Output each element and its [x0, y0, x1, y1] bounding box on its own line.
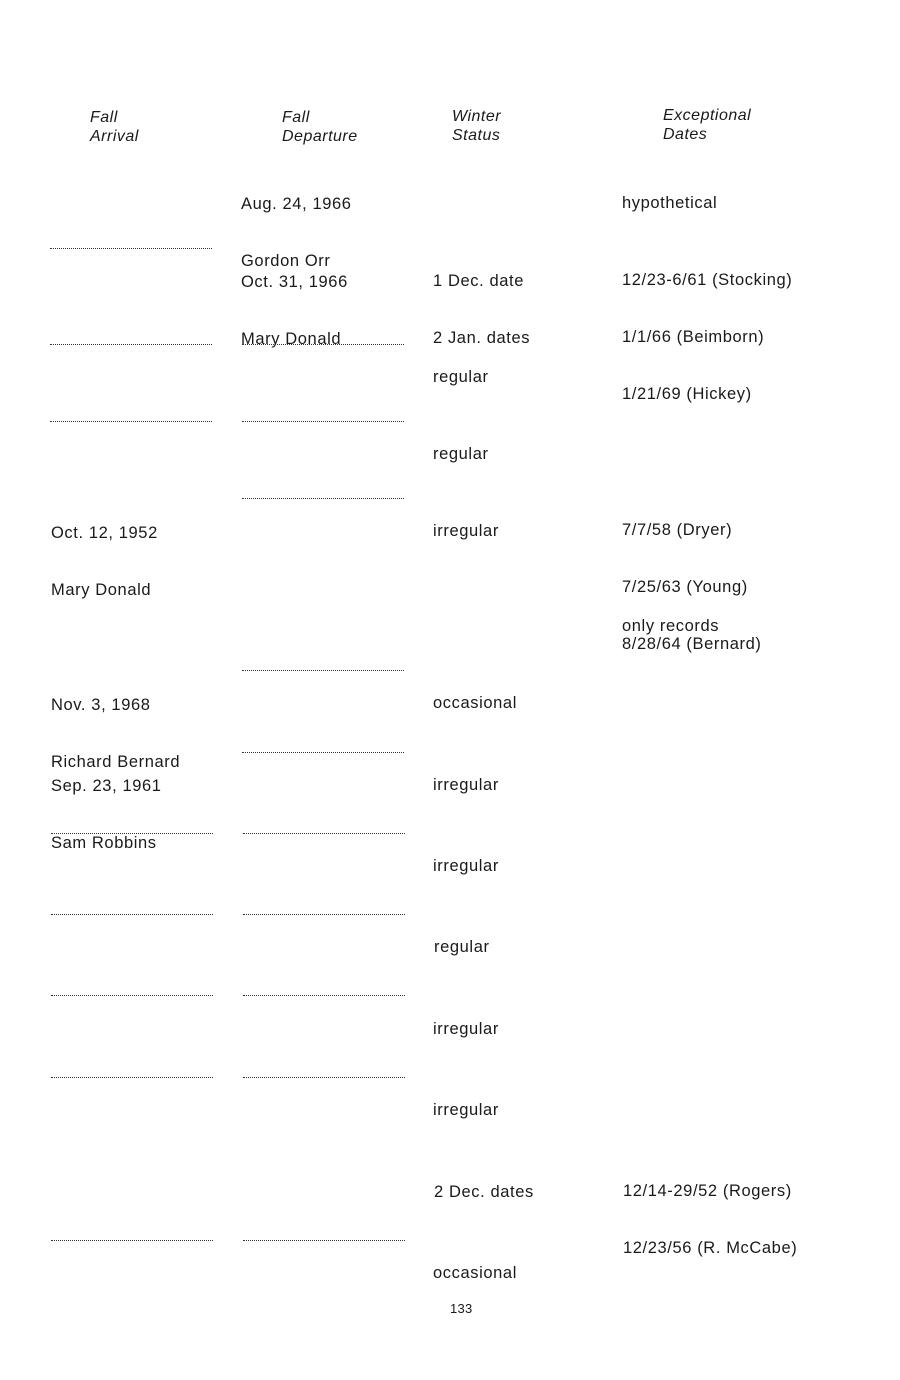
row-1-arrival-dots: [50, 248, 212, 249]
row-7-winter: [433, 738, 499, 814]
row-7-arrival: [51, 739, 162, 872]
exceptional-line: only records: [622, 617, 720, 635]
winter-line: irregular: [433, 1020, 499, 1038]
row-9-departure-dots: [243, 914, 405, 915]
row-6-departure-dots: [242, 670, 404, 671]
row-1-departure: [241, 235, 348, 368]
winter-line: occasional: [433, 694, 517, 712]
row-4-winter: [433, 484, 499, 560]
winter-line: occasional: [433, 1264, 517, 1282]
header-fall-arrival: [90, 108, 139, 146]
header-fall-arrival-line1: Fall: [90, 109, 118, 126]
exceptional-line: 1/1/66 (Beimborn): [622, 328, 765, 346]
row-2-departure-dots: [242, 344, 404, 345]
row-3-departure-dots: [242, 421, 404, 422]
exceptional-line: 7/25/63 (Young): [622, 578, 748, 596]
winter-line: 2 Jan. dates: [433, 329, 531, 347]
exceptional-line: 7/7/58 (Dryer): [622, 521, 733, 539]
exceptional-line: hypothetical: [622, 194, 718, 212]
exceptional-line: 8/28/64 (Bernard): [622, 635, 762, 653]
winter-line: regular: [434, 938, 490, 956]
winter-line: regular: [433, 368, 489, 386]
header-fall-departure-line1: Fall: [282, 109, 310, 126]
row-11-arrival-dots: [51, 1077, 213, 1078]
row-3-arrival-dots: [50, 421, 212, 422]
row-10-arrival-dots: [51, 995, 213, 996]
winter-line: regular: [433, 445, 489, 463]
row-9-winter: [434, 900, 490, 976]
arrival-date: Nov. 3, 1968: [51, 696, 151, 714]
exceptional-line: 12/23/56 (R. McCabe): [623, 1239, 798, 1257]
header-exceptional-dates-line2: Dates: [663, 126, 708, 143]
row-1-exceptional: [622, 233, 792, 423]
departure-observer: Gordon Orr: [241, 252, 331, 270]
arrival-date: Sep. 23, 1961: [51, 777, 162, 795]
winter-line: 1 Dec. date: [433, 272, 524, 290]
row-7-departure-dots: [242, 752, 404, 753]
row-4-arrival: [51, 486, 158, 619]
row-13-winter: [433, 1226, 517, 1302]
header-exceptional-dates-line1: Exceptional: [663, 107, 752, 124]
arrival-date: Oct. 12, 1952: [51, 524, 158, 542]
header-winter-status-line2: Status: [452, 127, 501, 144]
row-13-arrival-dots: [51, 1240, 213, 1241]
row-3-winter: [433, 407, 489, 483]
row-11-departure-dots: [243, 1077, 405, 1078]
header-fall-departure: [282, 108, 358, 146]
row-8-departure-dots: [243, 833, 405, 834]
row-9-arrival-dots: [51, 914, 213, 915]
header-winter-status-line1: Winter: [452, 108, 502, 125]
row-0-exceptional: [622, 156, 717, 232]
row-13-departure-dots: [243, 1240, 405, 1241]
row-11-winter: [433, 1063, 499, 1139]
row-5-exceptional: [622, 579, 719, 655]
exceptional-line: 1/21/69 (Hickey): [622, 385, 752, 403]
departure-date: Aug. 24, 1966: [241, 195, 352, 213]
header-exceptional-dates: [663, 106, 751, 144]
row-2-arrival-dots: [50, 344, 212, 345]
exceptional-line: 12/14-29/52 (Rogers): [623, 1182, 792, 1200]
header-fall-departure-line2: Departure: [282, 128, 358, 145]
row-10-departure-dots: [243, 995, 405, 996]
arrival-observer: Mary Donald: [51, 581, 152, 599]
winter-line: irregular: [433, 1101, 499, 1119]
winter-line: 2 Dec. dates: [434, 1183, 534, 1201]
row-10-winter: [433, 982, 499, 1058]
row-12-winter: [434, 1145, 534, 1221]
row-12-exceptional: [623, 1144, 797, 1277]
row-8-winter: [433, 819, 499, 895]
row-4-departure-dots: [242, 498, 404, 499]
header-fall-arrival-line2: Arrival: [90, 128, 139, 145]
arrival-observer: Sam Robbins: [51, 834, 157, 852]
exceptional-line: 12/23-6/61 (Stocking): [622, 271, 793, 289]
row-6-winter: [433, 656, 517, 732]
row-2-winter: [433, 330, 489, 406]
winter-line: irregular: [433, 857, 499, 875]
page-number: 133: [450, 1301, 473, 1316]
arrival-observer: Richard Bernard: [51, 753, 181, 771]
header-winter-status: [452, 107, 501, 145]
departure-date: Oct. 31, 1966: [241, 273, 348, 291]
winter-line: irregular: [433, 522, 499, 540]
row-8-arrival-dots: [51, 833, 213, 834]
departure-observer: Mary Donald: [241, 330, 342, 348]
winter-line: irregular: [433, 776, 499, 794]
